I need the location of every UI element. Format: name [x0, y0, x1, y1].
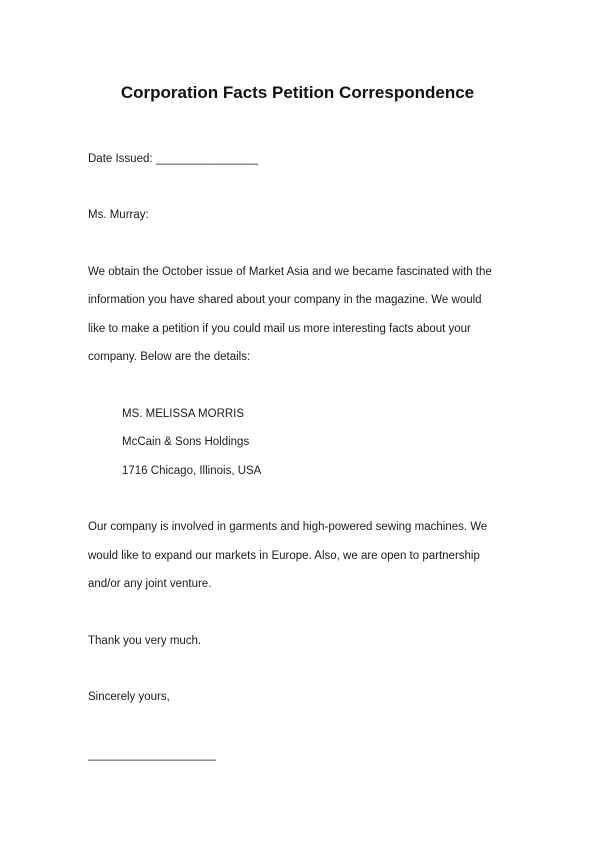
closing-line: Sincerely yours,	[88, 691, 170, 703]
address-company: McCain & Sons Holdings	[122, 436, 250, 448]
paragraph-1-line-1: We obtain the October issue of Market Asia and we became fascinated with the	[88, 266, 492, 278]
thank-you-line: Thank you very much.	[88, 635, 202, 647]
paragraph-2-line-2: would like to expand our markets in Europe. Also, we are open to partnership	[88, 550, 480, 562]
date-issued-line: Date Issued: ________________	[88, 153, 259, 165]
paragraph-2-line-3: and/or any joint venture.	[88, 578, 212, 590]
address-name: MS. MELISSA MORRIS	[122, 408, 245, 420]
page-title: Corporation Facts Petition Correspondence	[120, 83, 475, 102]
paragraph-2-line-1: Our company is involved in garments and high-powered sewing machines. We	[88, 521, 488, 533]
signature-line: ____________________	[88, 749, 216, 761]
paragraph-1-line-4: company. Below are the details:	[88, 351, 251, 363]
address-location: 1716 Chicago, Illinois, USA	[122, 465, 262, 477]
salutation: Ms. Murray:	[88, 209, 149, 221]
paragraph-1-line-2: information you have shared about your company in the magazine. We would	[88, 294, 482, 306]
paragraph-1-line-3: like to make a petition if you could mail us more interesting facts about your	[88, 323, 471, 335]
